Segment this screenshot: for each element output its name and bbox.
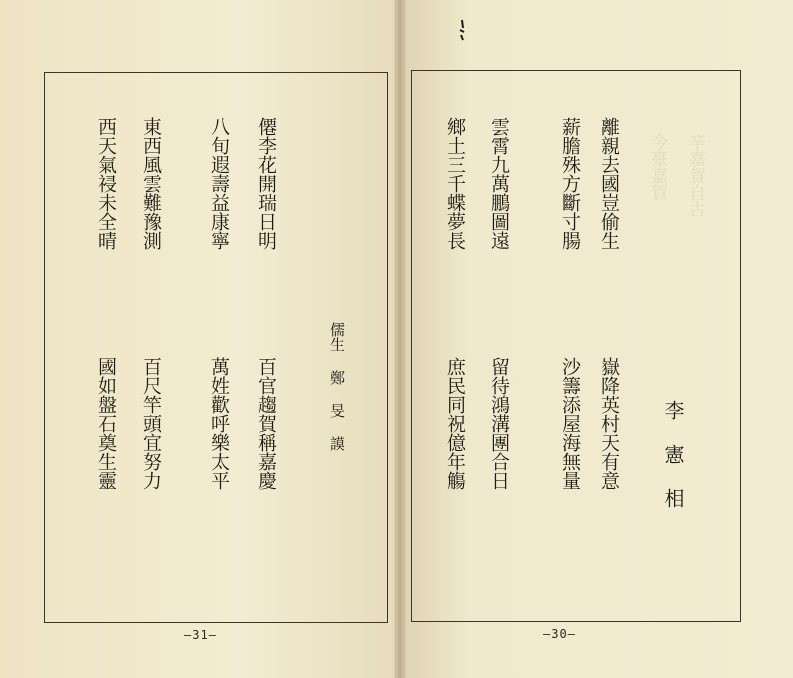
poem-line: 八旬遐壽益康寧	[208, 117, 230, 250]
book-gutter	[394, 0, 406, 678]
poem-line: 東西風雲難豫測	[140, 117, 162, 250]
poem-line: 萬姓歡呼樂太平	[208, 357, 230, 490]
page-number: —30—	[543, 627, 576, 641]
poem-line: 沙籌添屋海無量	[559, 357, 581, 490]
poem-line: 薪膽殊方斷寸腸	[559, 117, 581, 250]
bleed-through-text: 辛嘉賀自古	[685, 133, 705, 218]
poem-line: 鄉土三千蝶夢長	[444, 117, 466, 250]
poem-line: 百官趨賀稱嘉慶	[255, 357, 277, 490]
poem-line: 嶽降英村天有意	[598, 357, 620, 490]
page-number: —31—	[184, 628, 217, 642]
bleed-through-text: 今臺嘉賀	[647, 133, 667, 201]
poet-name-title	[677, 400, 701, 508]
poem-line: 留待鴻溝團合日	[488, 357, 510, 490]
ink-mark	[458, 18, 466, 42]
poem-line: 雲霄九萬鵬圖遠	[488, 117, 510, 250]
author-name: 儒生 鄭 旻 謨	[328, 322, 346, 451]
poem-line: 離親去國豈偷生	[598, 117, 620, 250]
poem-line: 僊李花開瑞日明	[255, 117, 277, 250]
poem-line: 百尺竿頭宜努力	[140, 357, 162, 490]
poem-line: 國如盤石奠生靈	[95, 357, 117, 490]
poem-line: 西天氣祲未全晴	[95, 117, 117, 250]
poem-line: 庶民同祝億年觴	[444, 357, 466, 490]
